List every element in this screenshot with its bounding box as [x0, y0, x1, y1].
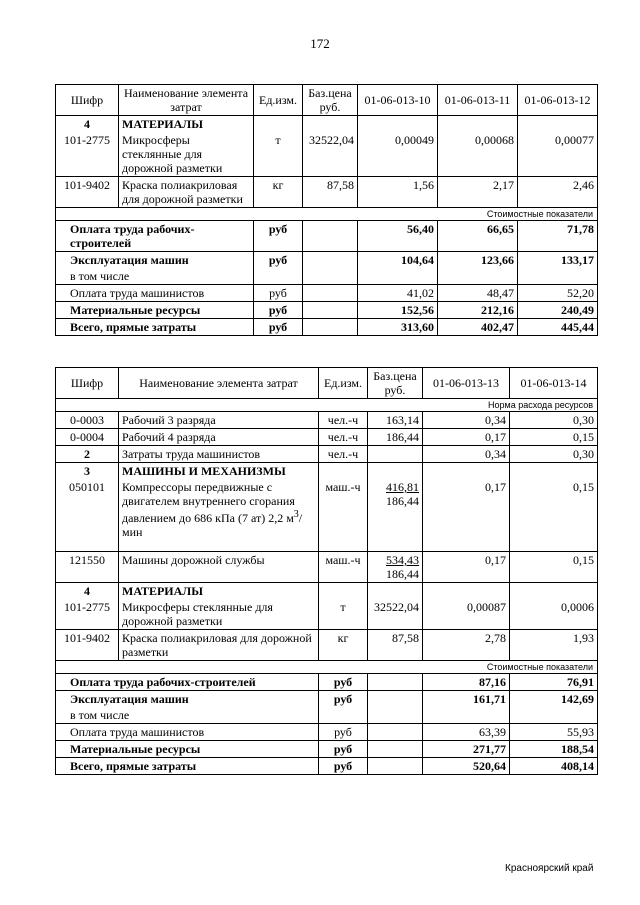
- section-number: 4: [56, 583, 119, 600]
- header-code: Шифр: [56, 368, 119, 399]
- header-unit: Ед.изм.: [319, 368, 368, 399]
- header-code-13: 01-06-013-13: [423, 368, 510, 399]
- header-name: Наименование элемента затрат: [119, 368, 319, 399]
- table-row: 0-0003 Рабочий 3 разряда чел.-ч 163,14 0,34 0,30: [56, 412, 598, 429]
- table-row: 101-9402 Краска полиакриловая для дорожной разметки кг 87,58 2,78 1,93: [56, 630, 598, 661]
- cost-table-1: [55, 84, 598, 336]
- page-number: 172: [310, 36, 330, 51]
- header-unit: Ед.изм.: [254, 85, 303, 116]
- section-title: МАТЕРИАЛЫ: [119, 116, 254, 133]
- summary-row: Всего, прямые затраты руб 313,60 402,47 445,44: [56, 319, 598, 336]
- header-code-12: 01-06-013-12: [518, 85, 598, 116]
- summary-row: в том числе: [56, 707, 598, 724]
- summary-row: Материальные ресурсы руб 152,56 212,16 240,49: [56, 302, 598, 319]
- cost-indicators-label: Стоимостные показатели: [56, 208, 598, 221]
- summary-row: Оплата труда рабочих-строителей руб 87,16 76,91: [56, 674, 598, 691]
- section-title: МАТЕРИАЛЫ: [119, 583, 319, 600]
- table-row: 101-2775 Микросферы стеклянные для дорожной разметки т 32522,04 0,00049 0,00068 0,00077: [56, 132, 598, 177]
- region-footer: Красноярский край: [505, 863, 594, 874]
- header-code: Шифр: [56, 85, 119, 116]
- summary-row: Всего, прямые затраты руб 520,64 408,14: [56, 758, 598, 775]
- header-code-10: 01-06-013-10: [358, 85, 438, 116]
- header-base-price: Баз.цена руб.: [303, 85, 358, 116]
- header-code-11: 01-06-013-11: [438, 85, 518, 116]
- summary-row: Оплата труда машинистов руб 63,39 55,93: [56, 724, 598, 741]
- table-row: 0-0004 Рабочий 4 разряда чел.-ч 186,44 0,17 0,15: [56, 429, 598, 446]
- summary-row: Эксплуатация машин руб 161,71 142,69: [56, 691, 598, 708]
- resource-norm-label: Норма расхода ресурсов: [56, 399, 598, 412]
- summary-row: Материальные ресурсы руб 271,77 188,54: [56, 741, 598, 758]
- table-row: 2 Затраты труда машинистов чел.-ч 0,34 0,30: [56, 446, 598, 463]
- summary-row: Эксплуатация машин руб 104,64 123,66 133,17: [56, 252, 598, 269]
- section-number: 3: [56, 463, 119, 480]
- cost-indicators-label: Стоимостные показатели: [56, 661, 598, 674]
- header-code-14: 01-06-013-14: [510, 368, 598, 399]
- table-row: 101-9402 Краска полиакриловая для дорожной разметки кг 87,58 1,56 2,17 2,46: [56, 177, 598, 208]
- table-row: 121550 Машины дорожной службы маш.-ч 534,43 186,44 0,17 0,15: [56, 552, 598, 583]
- summary-row: в том числе: [56, 268, 598, 285]
- header-base-price: Баз.цена руб.: [368, 368, 423, 399]
- table-row: 050101 Компрессоры передвижные с двигателем внутреннего сгорания давлением до 686 кПа (7 ат) 2,2 $м^3$/мин маш.-ч 416,81 186,44 0,17 0,15: [56, 479, 598, 552]
- summary-row: Оплата труда машинистов руб 41,02 48,47 52,20: [56, 285, 598, 302]
- cost-table-2: [55, 367, 598, 775]
- header-name: Наименование элемента затрат: [119, 85, 254, 116]
- section-number: 4: [56, 116, 119, 133]
- table-row: 101-2775 Микросферы стеклянные для дорожной разметки т 32522,04 0,00087 0,0006: [56, 599, 598, 630]
- section-title: МАШИНЫ И МЕХАНИЗМЫ: [119, 463, 319, 480]
- summary-row: Оплата труда рабочих-строителей руб 56,40 66,65 71,78: [56, 221, 598, 252]
